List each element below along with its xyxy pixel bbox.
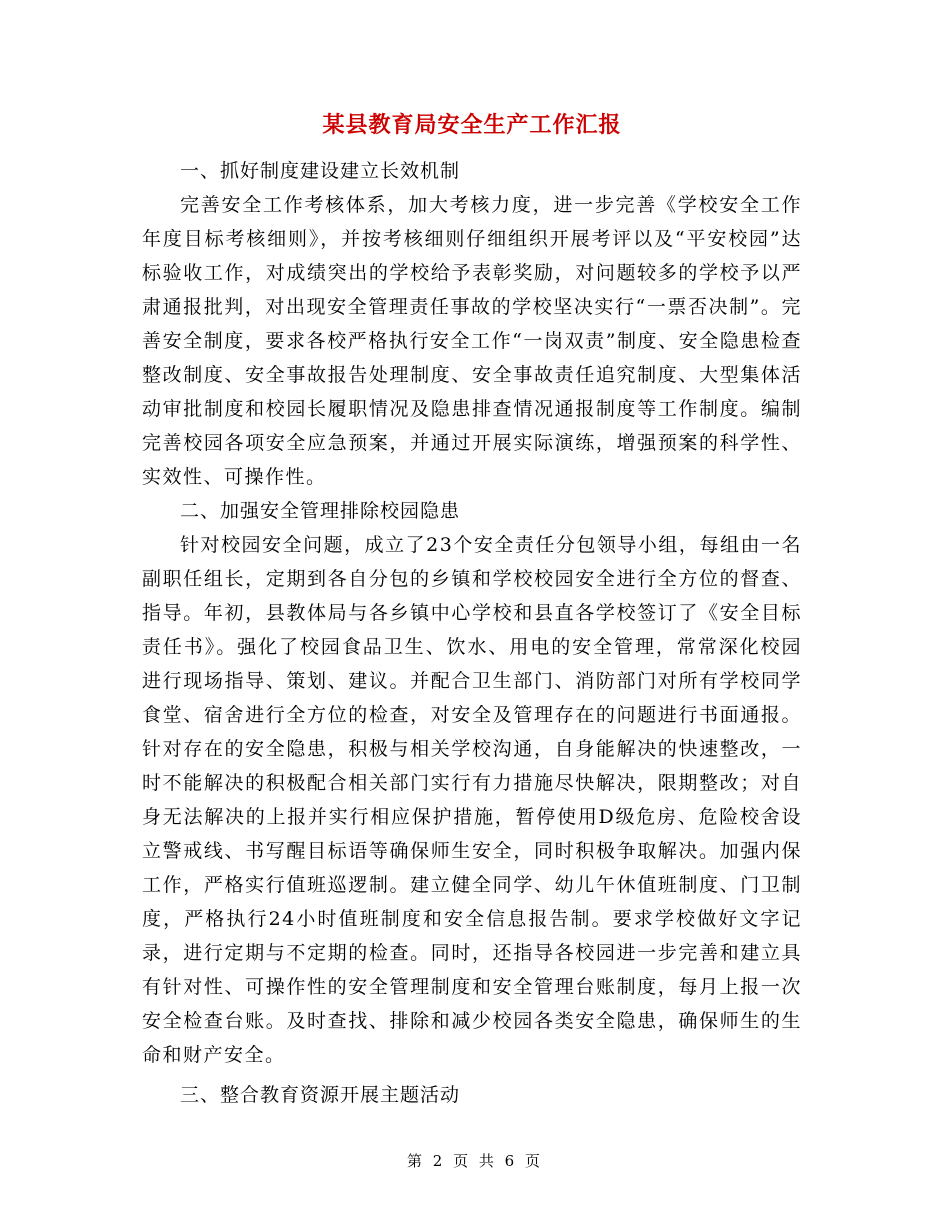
page-footer: 第 2 页 共 6 页 <box>407 1152 543 1170</box>
section-heading-2: 二、加强安全管理排除校园隐患 <box>180 500 461 522</box>
section-paragraph-1: 完善安全工作考核体系，加大考核力度，进一步完善《学校安全工作年度目标考核细则》，并按考核细则仔细组织开展考评以及“平安校园”达标验收工作，对成绩突出的学校给予表彰奖励，对问题较多的学校予以严肃通报批判，对出现安全管理责任事故的学校坚决实行“一票否决制”。完善安全制度，要求各校严格执行安全工作“一岗双责”制度、安全隐患检查整改制度、安全事故报告处理制度、安全事故责任追究制度、大型集体活动审批制度和校园长履职情况及隐患排查情况通报制度等工作制度。编制完善校园各项安全应急预案，并通过开展实际演练，增强预案的科学性、实效性、可操作性。 <box>142 194 802 488</box>
document-page <box>142 108 802 1112</box>
section-paragraph-2: 针对校园安全问题，成立了23个安全责任分包领导小组，每组由一名副职任组长，定期到各自分包的乡镇和学校校园安全进行全方位的督查、指导。年初，县教体局与各乡镇中心学校和县直各学校签订了《安全目标责任书》。强化了校园食品卫生、饮水、用电的安全管理，常常深化校园进行现场指导、策划、建议。并配合卫生部门、消防部门对所有学校同学食堂、宿舍进行全方位的检查，对安全及管理存在的问题进行书面通报。针对存在的安全隐患，积极与相关学校沟通，自身能解决的快速整改，一时不能解决的积极配合相关部门实行有力措施尽快解决，限期整改；对自身无法解决的上报并实行相应保护措施，暂停使用D级危房、危险校舍设立警戒线、书写醒目标语等确保师生安全，同时积极争取解决。加强内保工作，严格实行值班巡逻制。建立健全同学、幼儿午休值班制度、门卫制度，严格执行24小时值班制度和安全信息报告制。要求学校做好文字记录，进行定期与不定期的检查。同时，还指导各校园进一步完善和建立具有针对性、可操作性的安全管理制度和安全管理台账制度，每月上报一次安全检查台账。及时查找、排除和减少校园各类安全隐患，确保师生的生命和财产安全。 <box>142 534 802 1066</box>
section-heading-3: 三、整合教育资源开展主题活动 <box>180 1084 461 1106</box>
section-heading-1: 一、抓好制度建设建立长效机制 <box>180 160 461 182</box>
document-title: 某县教育局安全生产工作汇报 <box>322 113 622 138</box>
